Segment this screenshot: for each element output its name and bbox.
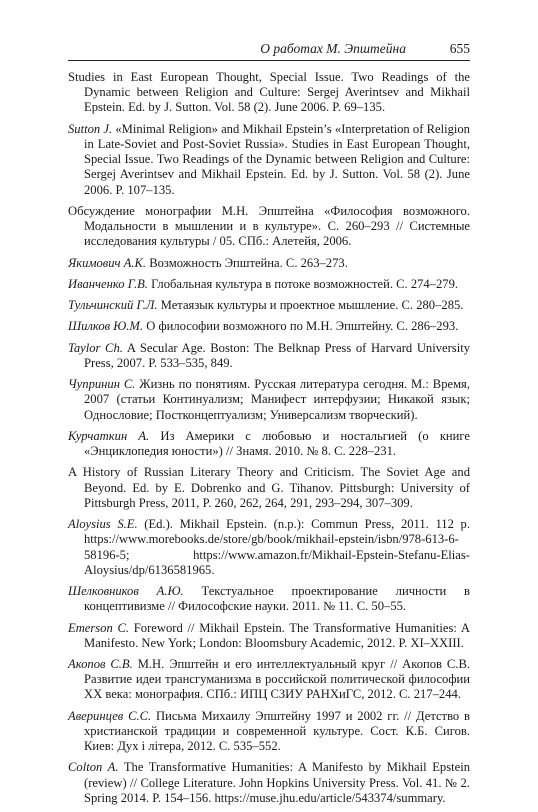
reference-text: Письма Михаилу Эпштейну 1997 и 2002 гг. // Детство в христианской традиции и современной культуре. Сост. К.Б. Сигов. Киев: Дух і літера, 2012. С. 535–552.: [84, 708, 470, 754]
page-header: [68, 40, 470, 61]
reference-author: Курчаткин А.: [68, 428, 150, 443]
reference-text: Глобальная культура в потоке возможностей. С. 274–279.: [147, 276, 459, 291]
reference-entry: [68, 657, 470, 703]
reference-author: Чупринин С.: [68, 377, 136, 392]
reference-author: Акопов С.В.: [68, 657, 133, 672]
reference-text: Обсуждение монографии М.Н. Эпштейна «Философия возможного. Модальности в мышлении и в культуре». С. 260–293 // Системные исследования культуры / 05. СПб.: Алетейя, 2006.: [68, 203, 470, 249]
reference-author: Шилков Ю.М.: [68, 319, 144, 334]
reference-text: A Secular Age. Boston: The Belknap Press of Harvard University Press, 2007. P. 533–535, 849.: [84, 340, 470, 370]
reference-entry: [68, 204, 470, 250]
reference-author: Аверинцев С.С.: [68, 708, 152, 723]
reference-text: A History of Russian Literary Theory and Criticism. The Soviet Age and Beyond. Ed. by E. Dobrenko and G. Tihanov. Pittsburgh: University of Pittsburgh Press, 2011, P. 260, 262, 264, 291, 293–294, 307–309.: [68, 465, 470, 510]
reference-entry: [68, 122, 470, 198]
reference-entry: [68, 341, 470, 371]
reference-text: О философии возможного по М.Н. Эпштейну. С. 286–293.: [143, 319, 459, 334]
reference-author: Шелковников А.Ю.: [68, 584, 184, 599]
bibliography-list: [68, 70, 470, 812]
reference-author: Иванченко Г.В.: [68, 276, 148, 291]
reference-text: Жизнь по понятиям. Русская литература сегодня. М.: Время, 2007 (статьи Континуализм; Манифест интерфузии; Никакой язык; Однословие; Постконцептуализм; Универсализм творческий).: [84, 377, 470, 422]
reference-text: М.Н. Эпштейн и его интеллектуальный круг // Акопов С.В. Развитие идеи трансгуманизма в российской политической философии XX века: монография. СПб.: ИПЦ СЗИУ РАНХиГС, 2012. С. 217–244.: [84, 657, 470, 702]
reference-text: «Minimal Religion» and Mikhail Epstein’s «Interpretation of Religion in Late-Soviet and Post-Soviet Russia». Studies in East European Thought, Special Issue. Two Readings of the Dynamic between Religion and Culture: Sergej Averintsev and Mikhail Epstein. Ed. by J. Sutton. Vol. 58 (2). June 2006. P. 107–135.: [84, 121, 470, 197]
reference-author: Colton A.: [68, 760, 119, 775]
reference-entry: [68, 429, 470, 459]
reference-entry: [68, 517, 470, 578]
reference-text: Foreword // Mikhail Epstein. The Transformative Humanities: A Manifesto. New York; London: Bloomsbury Academic, 2012. P. XI–XXIII.: [84, 620, 470, 650]
reference-text: (Ed.). Mikhail Epstein. (n.p.): Commun Press, 2011. 112 p. https://www.morebooks.de/store/gb/book/mikhail-epstein/isbn/978-613-6-58196-5; https://www.amazon.fr/Mikhail-Epstein-Stefanu-Elias-Aloysius/dp/6136581965.: [84, 517, 470, 577]
reference-entry: [68, 256, 470, 271]
reference-entry: [68, 465, 470, 511]
reference-entry: [68, 319, 470, 334]
reference-author: Sutton J.: [68, 121, 113, 136]
reference-entry: [68, 621, 470, 651]
reference-entry: [68, 709, 470, 755]
reference-text: Текстуальное проектирование личности в концептивизме // Философские науки. 2011. № 11. С. 50–55.: [84, 584, 471, 614]
reference-author: Якимович А.К.: [68, 255, 147, 270]
reference-text: Возможность Эпштейна. С. 263–273.: [146, 255, 348, 270]
reference-text: The Transformative Humanities: A Manifesto by Mikhail Epstein (review) // College Literature. John Hopkins University Press. Vol. 41. № 2. Spring 2014. P. 154–156. https://muse.jhu.edu/article/543374/summary.: [84, 760, 470, 805]
reference-entry: [68, 298, 470, 313]
reference-entry: [68, 277, 470, 292]
reference-text: Из Америки с любовью и ностальгией (о книге «Энциклопедия юности») // Знамя. 2010. № 8. С. 228–231.: [84, 428, 471, 459]
reference-author: Taylor Ch.: [68, 340, 123, 355]
reference-author: Aloysius S.E.: [68, 517, 138, 532]
reference-entry: [68, 377, 470, 423]
reference-author: Emerson C.: [68, 620, 130, 635]
page-number: 655: [449, 41, 470, 56]
reference-text: Метаязык культуры и проектное мышление. С. 280–285.: [157, 298, 464, 313]
reference-author: Тульчинский Г.Л.: [68, 298, 158, 313]
reference-entry: [68, 70, 470, 116]
reference-text: Studies in East European Thought, Special Issue. Two Readings of the Dynamic between Religion and Culture: Sergej Averintsev and Mikhail Epstein. Ed. by J. Sutton. Vol. 58 (2). June 2006. P. 69–135.: [68, 70, 470, 115]
reference-entry: [68, 760, 470, 806]
running-title: О работах М. Эпштейна: [260, 41, 406, 56]
reference-entry: [68, 584, 470, 614]
